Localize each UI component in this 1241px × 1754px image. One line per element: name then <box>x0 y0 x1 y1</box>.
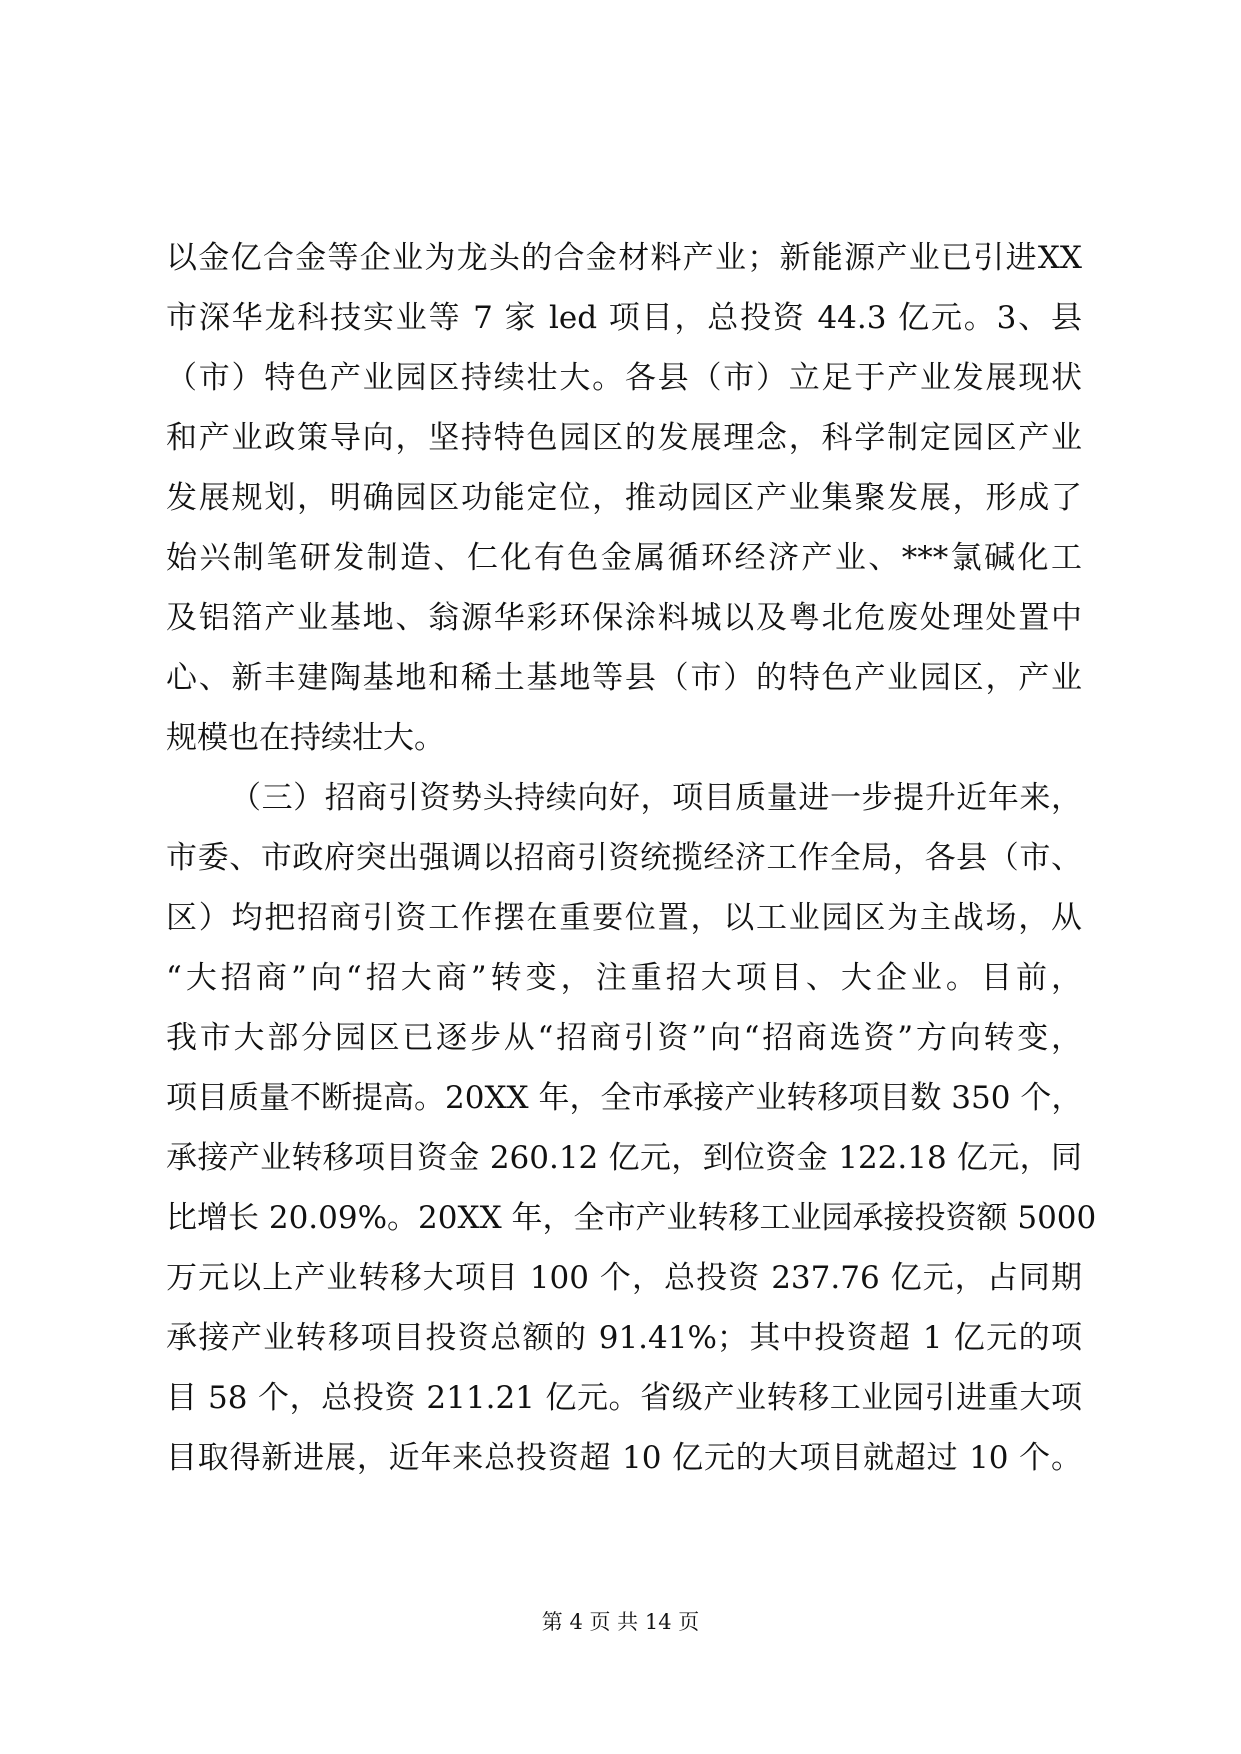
text-line: 比增长 20.09%。20XX 年，全市产业转移工业园承接投资额 5000 <box>166 1200 1097 1236</box>
page-number-footer: 第 4 页 共 14 页 <box>541 1610 700 1634</box>
text-line: 市深华龙科技实业等 7 家 led 项目，总投资 44.3 亿元。3、县 <box>166 300 1082 336</box>
text-line: 承接产业转移项目资金 260.12 亿元，到位资金 122.18 亿元，同 <box>166 1140 1082 1176</box>
text-line: 发展规划，明确园区功能定位，推动园区产业集聚发展，形成了 <box>166 480 1082 516</box>
text-line: 及铝箔产业基地、翁源华彩环保涂料城以及粤北危废处理处置中 <box>166 600 1082 636</box>
text-line: “大招商”向“招大商”转变，注重招大项目、大企业。目前， <box>166 960 1082 996</box>
text-line: 区）均把招商引资工作摆在重要位置，以工业园区为主战场，从 <box>166 900 1082 936</box>
paragraph-1 <box>166 228 1082 768</box>
paragraph-2 <box>166 768 1097 1488</box>
document-body <box>166 228 1097 1488</box>
text-line: 目 58 个，总投资 211.21 亿元。省级产业转移工业园引进重大项 <box>166 1380 1082 1416</box>
text-line: 始兴制笔研发制造、仁化有色金属循环经济产业、***氯碱化工 <box>166 540 1082 576</box>
text-line: （市）特色产业园区持续壮大。各县（市）立足于产业发展现状 <box>166 360 1082 396</box>
text-line: 市委、市政府突出强调以招商引资统揽经济工作全局，各县（市、 <box>166 840 1082 876</box>
section-heading-line: （三）招商引资势头持续向好，项目质量进一步提升近年来， <box>230 780 1082 816</box>
text-line: 承接产业转移项目投资总额的 91.41%；其中投资超 1 亿元的项 <box>166 1320 1082 1356</box>
text-line: 目取得新进展，近年来总投资超 10 亿元的大项目就超过 10 个。 <box>166 1440 1082 1476</box>
text-line: 我市大部分园区已逐步从“招商引资”向“招商选资”方向转变， <box>166 1020 1082 1056</box>
text-line: 项目质量不断提高。20XX 年，全市承接产业转移项目数 350 个， <box>166 1080 1083 1116</box>
text-line: 心、新丰建陶基地和稀土基地等县（市）的特色产业园区，产业 <box>166 660 1082 696</box>
text-line: 万元以上产业转移大项目 100 个，总投资 237.76 亿元，占同期 <box>166 1260 1082 1296</box>
text-line: 规模也在持续壮大。 <box>166 720 445 756</box>
text-line: 和产业政策导向，坚持特色园区的发展理念，科学制定园区产业 <box>166 420 1082 456</box>
text-line: 以金亿合金等企业为龙头的合金材料产业；新能源产业已引进XX <box>166 240 1082 276</box>
